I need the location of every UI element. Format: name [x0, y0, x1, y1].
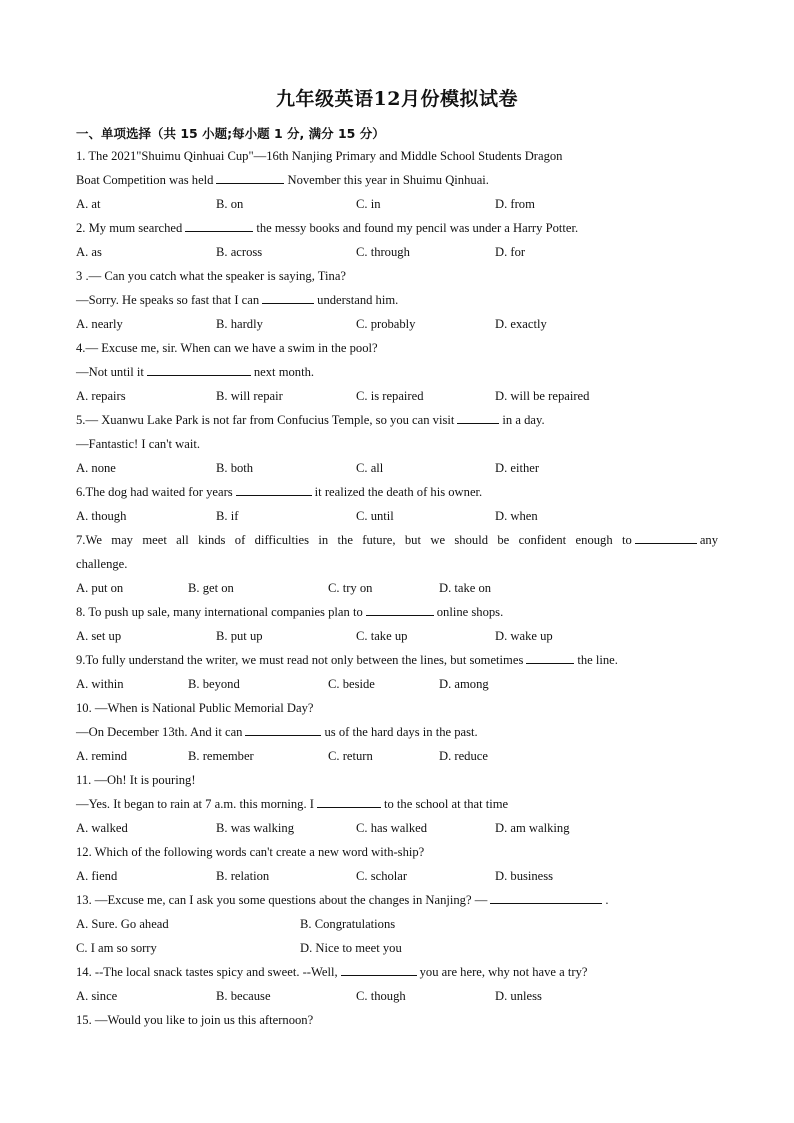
answer-option[interactable]: C. through — [356, 245, 410, 259]
stem-text: —Yes. It began to rain at 7 a.m. this morning. I — [76, 797, 314, 811]
answer-option[interactable]: B. will repair — [216, 389, 283, 403]
stem-text: 15. —Would you like to join us this afternoon? — [76, 1013, 314, 1027]
stem-text: 5.— Xuanwu Lake Park is not far from Confucius Temple, so you can visit — [76, 413, 455, 427]
question-stem-line — [76, 434, 200, 454]
stem-text: to the school at that time — [383, 797, 509, 811]
question-stem-line — [76, 554, 127, 574]
answer-option[interactable]: B. across — [216, 245, 263, 259]
page-title: 九年级英语12月份模拟试卷 — [276, 88, 518, 110]
question-stem-line — [76, 290, 398, 310]
stem-text: online shops. — [436, 605, 504, 619]
answer-option[interactable]: D. either — [495, 461, 540, 475]
answer-option[interactable]: A. remind — [76, 749, 128, 763]
stem-text: it realized the death of his owner. — [314, 485, 483, 499]
stem-text: 14. --The local snack tastes spicy and sweet. --Well, — [76, 965, 338, 979]
question-stem-line — [76, 650, 618, 670]
stem-text: 3 .— Can you catch what the speaker is saying, Tina? — [76, 269, 347, 283]
answer-option[interactable]: D. will be repaired — [495, 389, 590, 403]
stem-text: 7.We may meet all kinds of difficulties in the future, but we should be confident enough to — [76, 533, 632, 547]
question-stem-line — [76, 362, 314, 382]
answer-option[interactable]: B. because — [216, 989, 271, 1003]
stem-text: —Sorry. He speaks so fast that I can — [76, 293, 260, 307]
answer-option[interactable]: C. in — [356, 197, 381, 211]
answer-option[interactable]: A. Sure. Go ahead — [76, 917, 169, 931]
answer-option[interactable]: B. beyond — [188, 677, 240, 691]
stem-text: understand him. — [317, 293, 399, 307]
question-stem-line — [76, 794, 508, 814]
answer-option[interactable]: C. scholar — [356, 869, 408, 883]
answer-option[interactable]: D. Nice to meet you — [300, 941, 402, 955]
answer-option[interactable]: D. for — [495, 245, 526, 259]
answer-option[interactable]: D. reduce — [439, 749, 488, 763]
stem-text: 4.— Excuse me, sir. When can we have a swim in the pool? — [76, 341, 378, 355]
stem-text: —Fantastic! I can't wait. — [76, 437, 200, 451]
question-stem-line — [76, 266, 346, 286]
stem-text: 9.To fully understand the writer, we must read not only between the lines, but sometimes — [76, 653, 524, 667]
answer-option[interactable]: D. from — [495, 197, 535, 211]
answer-option[interactable]: A. put on — [76, 581, 124, 595]
stem-text: —On December 13th. And it can — [76, 725, 243, 739]
question-stem-line — [76, 530, 718, 550]
stem-text: . — [605, 893, 609, 907]
answer-option[interactable]: A. nearly — [76, 317, 123, 331]
answer-option[interactable]: B. on — [216, 197, 244, 211]
answer-option[interactable]: A. none — [76, 461, 116, 475]
question-stem-line — [76, 410, 545, 430]
answer-option[interactable]: D. business — [495, 869, 554, 883]
answer-option[interactable]: A. at — [76, 197, 101, 211]
answer-option[interactable]: A. as — [76, 245, 102, 259]
question-stem-line — [76, 698, 313, 718]
answer-option[interactable]: C. I am so sorry — [76, 941, 157, 955]
question-stem-line — [76, 482, 482, 502]
stem-text: November this year in Shuimu Qinhuai. — [287, 173, 489, 187]
answer-option[interactable]: A. though — [76, 509, 127, 523]
answer-option[interactable]: D. unless — [495, 989, 542, 1003]
stem-text: 11. —Oh! It is pouring! — [76, 773, 196, 787]
answer-option[interactable]: C. return — [328, 749, 373, 763]
question-stem-line — [76, 338, 378, 358]
stem-text: in a day. — [502, 413, 545, 427]
answer-blank[interactable] — [245, 723, 321, 736]
answer-blank[interactable] — [236, 483, 312, 496]
answer-option[interactable]: A. repairs — [76, 389, 126, 403]
answer-option[interactable]: B. Congratulations — [300, 917, 396, 931]
answer-blank[interactable] — [526, 651, 574, 664]
answer-option[interactable]: A. within — [76, 677, 124, 691]
answer-option[interactable]: B. relation — [216, 869, 270, 883]
stem-text: the messy books and found my pencil was under a Harry Potter. — [256, 221, 579, 235]
answer-option[interactable]: C. is repaired — [356, 389, 424, 403]
answer-blank[interactable] — [457, 411, 499, 424]
stem-text: any — [699, 533, 718, 547]
answer-option[interactable]: B. was walking — [216, 821, 295, 835]
section-heading: 一、单项选择（共 15 小题;每小题 1 分, 满分 15 分） — [76, 126, 385, 141]
question-stem-line — [76, 146, 562, 166]
answer-option[interactable]: A. since — [76, 989, 118, 1003]
answer-blank[interactable] — [216, 171, 284, 184]
answer-option[interactable]: A. walked — [76, 821, 128, 835]
question-stem-line — [76, 842, 424, 862]
stem-text: 6.The dog had waited for years — [76, 485, 233, 499]
answer-option[interactable]: B. both — [216, 461, 254, 475]
answer-option[interactable]: D. am walking — [495, 821, 570, 835]
answer-option[interactable]: D. take on — [439, 581, 492, 595]
stem-text: 13. —Excuse me, can I ask you some questions about the changes in Nanjing? — — [76, 893, 488, 907]
stem-text: 12. Which of the following words can't create a new word with-ship? — [76, 845, 425, 859]
question-stem-line — [76, 218, 578, 238]
answer-option[interactable]: B. get on — [188, 581, 234, 595]
answer-blank[interactable] — [185, 219, 253, 232]
question-stem-line — [76, 602, 503, 622]
answer-option[interactable]: C. beside — [328, 677, 375, 691]
answer-blank[interactable] — [341, 963, 417, 976]
stem-text: 1. The 2021"Shuimu Qinhuai Cup"—16th Nanjing Primary and Middle School Students Dragon — [76, 149, 563, 163]
answer-option[interactable]: D. when — [495, 509, 538, 523]
question-stem-line — [76, 962, 587, 982]
answer-blank[interactable] — [490, 891, 602, 904]
stem-text: you are here, why not have a try? — [419, 965, 588, 979]
answer-option[interactable]: B. hardly — [216, 317, 263, 331]
answer-option[interactable]: C. all — [356, 461, 384, 475]
answer-option[interactable]: B. remember — [188, 749, 254, 763]
stem-text: us of the hard days in the past. — [324, 725, 478, 739]
question-stem-line — [76, 770, 196, 790]
answer-option[interactable]: C. has walked — [356, 821, 427, 835]
stem-text: next month. — [253, 365, 315, 379]
answer-option[interactable]: C. try on — [328, 581, 373, 595]
answer-option[interactable]: A. set up — [76, 629, 122, 643]
answer-option[interactable]: C. though — [356, 989, 406, 1003]
answer-option[interactable]: C. probably — [356, 317, 416, 331]
stem-text: 10. —When is National Public Memorial Day? — [76, 701, 314, 715]
stem-text: the line. — [577, 653, 618, 667]
answer-blank[interactable] — [262, 291, 314, 304]
answer-option[interactable]: B. put up — [216, 629, 263, 643]
answer-blank[interactable] — [635, 531, 697, 544]
answer-blank[interactable] — [147, 363, 251, 376]
answer-option[interactable]: D. among — [439, 677, 489, 691]
stem-text: —Not until it — [76, 365, 144, 379]
stem-text: Boat Competition was held — [76, 173, 214, 187]
answer-blank[interactable] — [366, 603, 434, 616]
question-stem-line — [76, 722, 478, 742]
answer-option[interactable]: C. until — [356, 509, 394, 523]
answer-option[interactable]: C. take up — [356, 629, 408, 643]
question-stem-line — [76, 890, 608, 910]
answer-blank[interactable] — [317, 795, 381, 808]
answer-option[interactable]: D. exactly — [495, 317, 547, 331]
question-stem-line — [76, 170, 489, 190]
stem-text: 8. To push up sale, many international companies plan to — [76, 605, 363, 619]
stem-text: 2. My mum searched — [76, 221, 183, 235]
answer-option[interactable]: A. fiend — [76, 869, 118, 883]
stem-text: challenge. — [76, 557, 128, 571]
answer-option[interactable]: D. wake up — [495, 629, 553, 643]
question-stem-line — [76, 1010, 313, 1030]
answer-option[interactable]: B. if — [216, 509, 239, 523]
